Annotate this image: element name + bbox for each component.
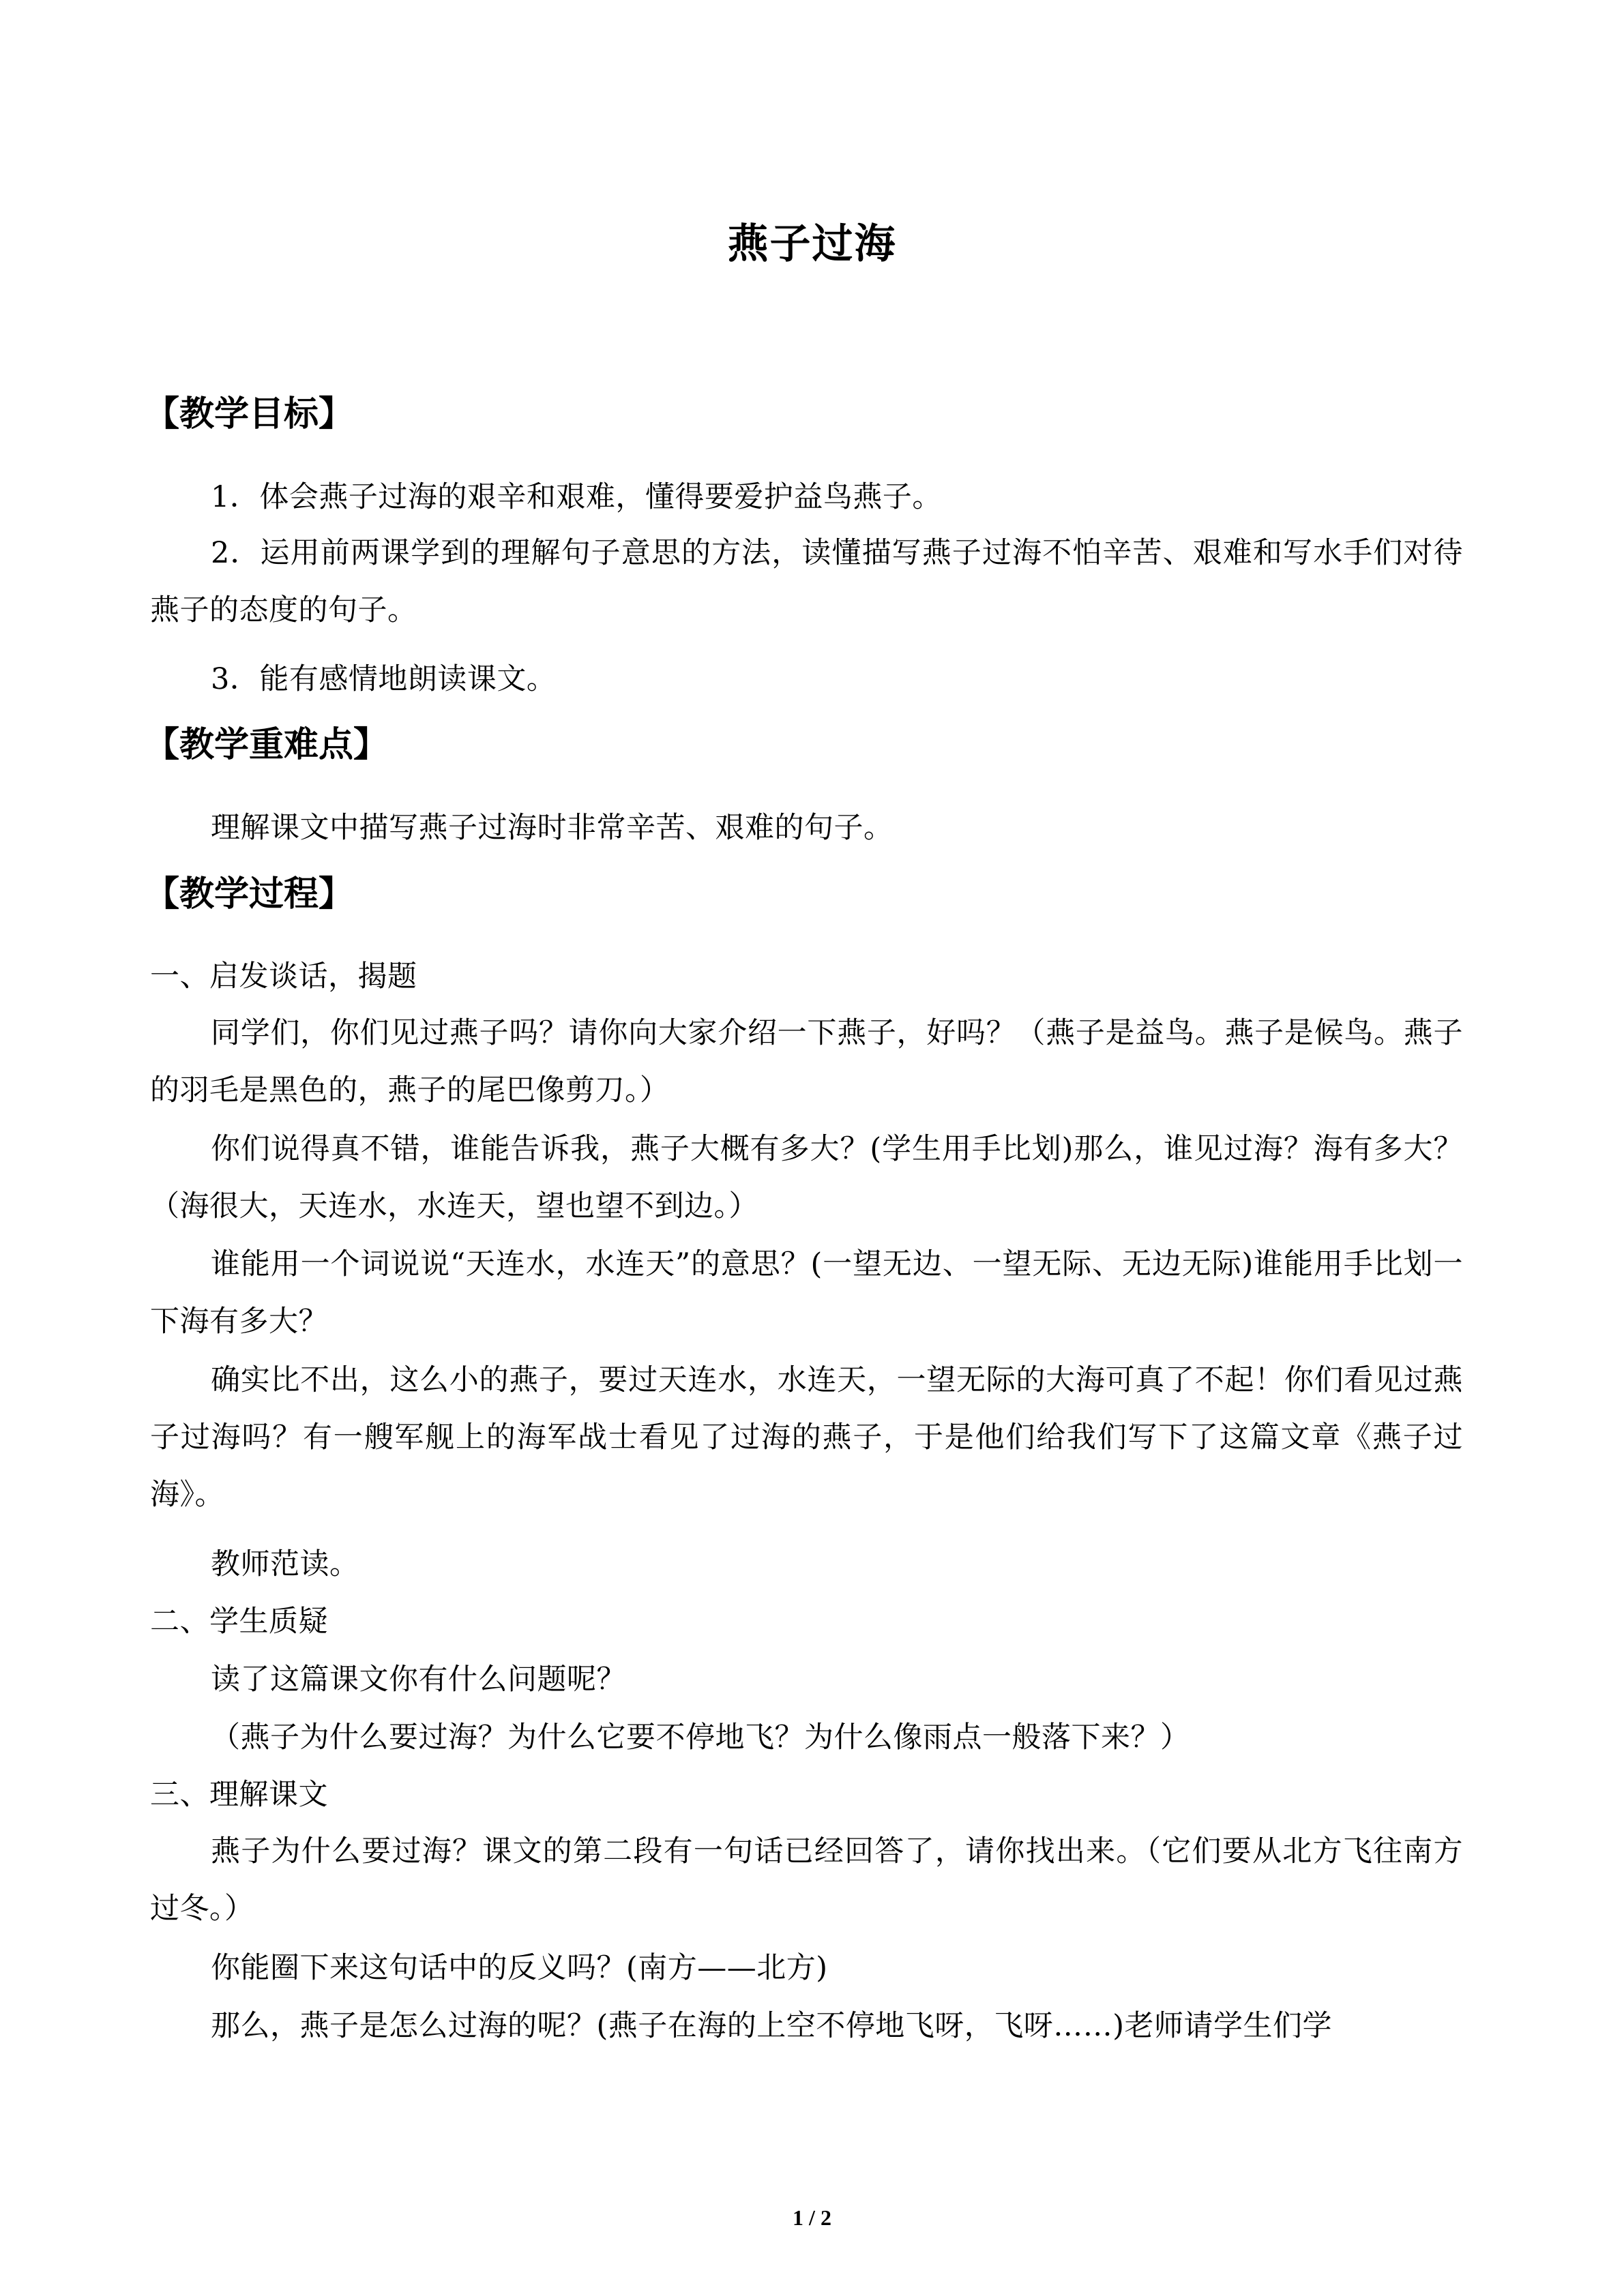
step-title-2: 二、学生质疑 xyxy=(150,1605,328,1639)
paragraph-10: 那么，燕子是怎么过海的呢？(燕子在海的上空不停地飞呀，飞呀……)老师请学生们学 xyxy=(211,2009,1333,2043)
objective-item-2: 2．运用前两课学到的理解句子意思的方法，读懂描写燕子过海不怕辛苦、艰难和写水手们对待燕子的态度的句子。 xyxy=(150,536,1463,627)
paragraph-2: 你们说得真不错，谁能告诉我，燕子大概有多大？(学生用手比划)那么，谁见过海？海有多大？（海很大，天连水，水连天，望也望不到边。） xyxy=(150,1132,1463,1223)
paragraph-4: 确实比不出，这么小的燕子，要过天连水，水连天，一望无际的大海可真了不起！你们看见过燕子过海吗？有一艘军舰上的海军战士看见了过海的燕子，于是他们给我们写下了这篇文章《燕子过海》。 xyxy=(150,1363,1463,1512)
objective-item-3: 3．能有感情地朗读课文。 xyxy=(211,662,557,696)
section-heading-key-points: 【教学重难点】 xyxy=(145,725,389,765)
paragraph-7: （燕子为什么要过海？为什么它要不停地飞？为什么像雨点一般落下来？） xyxy=(211,1720,1190,1755)
objective-item-1: 1．体会燕子过海的艰辛和艰难，懂得要爱护益鸟燕子。 xyxy=(211,480,942,514)
document-title: 燕子过海 xyxy=(727,220,897,268)
step-title-3: 三、理解课文 xyxy=(150,1778,328,1812)
page-number: 1 / 2 xyxy=(793,2205,831,2230)
paragraph-5: 教师范读。 xyxy=(211,1547,359,1581)
paragraph-6: 读了这篇课文你有什么问题呢？ xyxy=(211,1663,626,1697)
section-heading-objectives: 【教学目标】 xyxy=(145,394,354,434)
paragraph-8: 燕子为什么要过海？课文的第二段有一句话已经回答了，请你找出来。（它们要从北方飞往南方过冬。） xyxy=(150,1834,1463,1926)
paragraph-1: 同学们，你们见过燕子吗？请你向大家介绍一下燕子，好吗？（燕子是益鸟。燕子是候鸟。燕子的羽毛是黑色的，燕子的尾巴像剪刀。） xyxy=(150,1016,1463,1107)
step-title-1: 一、启发谈话，揭题 xyxy=(150,959,417,994)
key-points-text: 理解课文中描写燕子过海时非常辛苦、艰难的句子。 xyxy=(211,811,894,845)
paragraph-3: 谁能用一个词说说“天连水，水连天”的意思？(一望无边、一望无际、无边无际)谁能用手比划一下海有多大？ xyxy=(150,1247,1463,1339)
paragraph-9: 你能圈下来这句话中的反义吗？(南方——北方) xyxy=(211,1951,828,1985)
section-heading-process: 【教学过程】 xyxy=(145,874,354,914)
